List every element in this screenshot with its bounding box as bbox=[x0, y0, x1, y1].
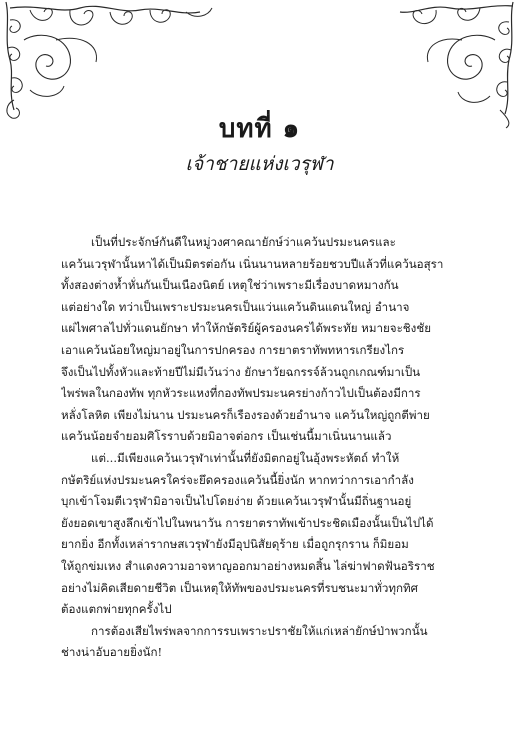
body-line: บุกเข้าโจมตีเวรุฬามิอาจเป็นไปโดยง่าย ด้วยแคว้นเวรุฬานั้นมีถิ่นฐานอยู่ bbox=[61, 494, 412, 509]
body-line: อย่างไม่คิดเสียดายชีวิต เป็นเหตุให้ทัพของปรมะนครที่รบชนะมาทั่วทุกทิศ bbox=[61, 580, 419, 595]
body-line: ยังยอดเขาสูงลึกเข้าไปในพนาวัน การยาตราทัพเข้าประชิดเมืองนั้นเป็นไปได้ bbox=[61, 515, 434, 530]
body-line: แคว้นน้อยจำยอมศิโรราบด้วยมิอาจต่อกร เป็นเช่นนี้มาเนิ่นนานแล้ว bbox=[61, 429, 392, 444]
body-line: ต้องแตกพ่ายทุกครั้งไป bbox=[61, 602, 172, 617]
body-line: แคว้นเวรุฬานั้นหาได้เป็นมิตรต่อกัน เนิ่นนานหลายร้อยชวบปีแล้วที่แคว้นอสุรา bbox=[61, 256, 444, 271]
chapter-subtitle: เจ้าชายแห่งเวรุฬา bbox=[185, 153, 334, 175]
chapter-title: บทที่ ๑ bbox=[218, 114, 301, 144]
body-line: จึงเป็นไปทั้งหัวและท้ายปีไม่มีเว้นว่าง ยักษาวัยฉกรรจ์ล้วนถูกเกณฑ์มาเป็น bbox=[61, 364, 421, 379]
body-line: เป็นที่ประจักษ์กันดีในหมู่วงศาคณายักษ์ว่าแคว้นปรมะนครและ bbox=[91, 235, 396, 249]
body-text bbox=[61, 232, 463, 664]
body-line: แผ่ไพศาลไปทั่วแดนยักษา ทำให้กษัตริย์ผู้ครองนครได้พระทัย หมายจะชิงชัย bbox=[61, 321, 431, 336]
body-line: หลั่งโลหิต เพียงไม่นาน ปรมะนครก็เรืองรองด้วยอำนาจ แคว้นใหญ่ถูกตีพ่าย bbox=[61, 407, 430, 422]
chapter-heading bbox=[0, 113, 519, 177]
body-line: ให้ถูกข่มเหง สำแดงความอาจหาญออกมาอย่างหมดสิ้น ไล่ฆ่าฟาดฟันอริราช bbox=[61, 558, 435, 573]
body-line: ไพร่พลในกองทัพ ทุกหัวระแหงที่กองทัพปรมะนครย่างก้าวไปเป็นต้องมีการ bbox=[61, 386, 421, 401]
body-line: ยากยิ่ง อีกทั้งเหล่ารากษสเวรุฬายังมีอุปนิสัยดุร้าย เมื่อถูกรุกราน ก็มิยอม bbox=[61, 537, 409, 552]
floral-corner-ornament bbox=[0, 0, 519, 130]
body-line: กษัตริย์แห่งปรมะนครใคร่จะยึดครองแคว้นนี้ยิ่งนัก หากทว่าการเอากำลัง bbox=[61, 472, 414, 487]
body-line: การต้องเสียไพร่พลจากการรบเพราะปราชัยให้แก่เหล่ายักษ์ป่าพวกนั้น bbox=[91, 623, 428, 638]
body-line: ช่างน่าอับอายยิ่งนัก! bbox=[61, 645, 163, 660]
body-line: แต่...มีเพียงแคว้นเวรุฬาเท่านั้นที่ยังมิตกอยู่ในอุ้งพระหัตถ์ ทำให้ bbox=[91, 450, 400, 465]
body-line: แต่อย่างใด ทว่าเป็นเพราะปรมะนครเป็นแว่นแคว้นดินแดนใหญ่ อำนาจ bbox=[61, 299, 410, 314]
body-line: เอาแคว้นน้อยใหญ่มาอยู่ในการปกครอง การยาตราทัพทหารเกรียงไกร bbox=[61, 342, 405, 357]
body-line: ทั้งสองต่างห้ำหั่นกันเป็นเนืองนิตย์ เหตุใช่ว่าเพราะมีเรื่องบาดหมางกัน bbox=[61, 278, 399, 293]
